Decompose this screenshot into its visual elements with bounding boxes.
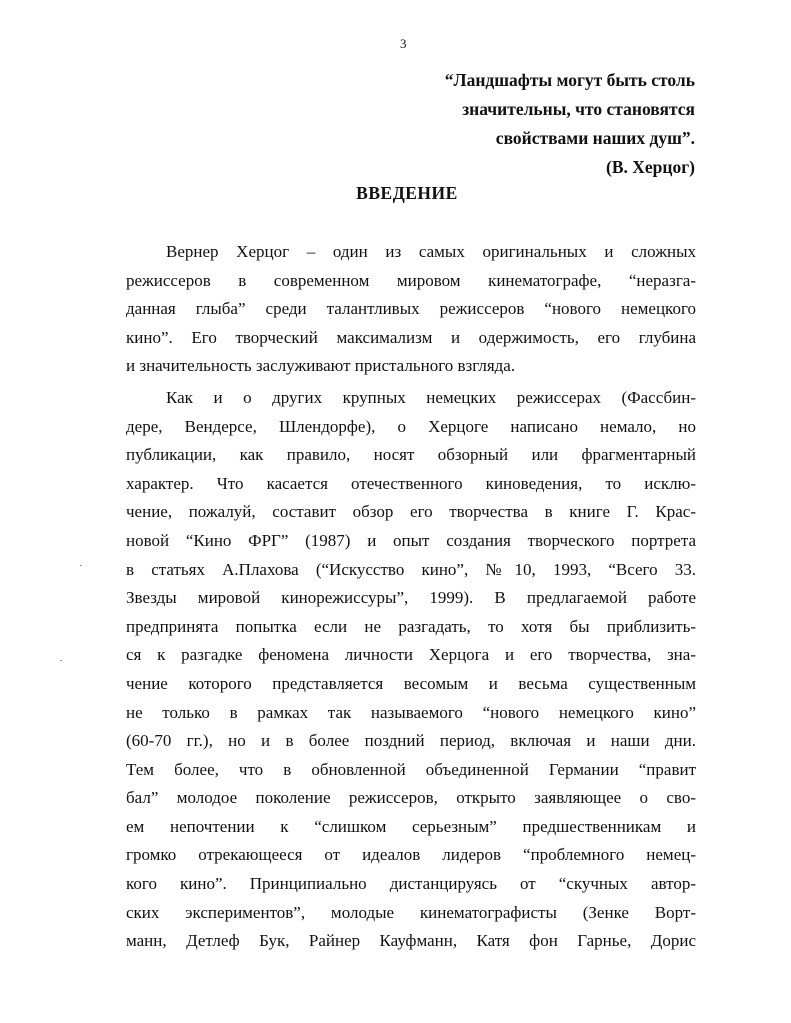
text-line: кино”. Его творческий максимализм и одержимость, его глубина bbox=[126, 327, 696, 347]
text-line: чение которого представляется весомым и весьма существенным bbox=[126, 673, 696, 693]
scan-speck bbox=[60, 660, 62, 661]
text-line: ся к разгадке феномена личности Херцога и его творчества, зна- bbox=[126, 645, 696, 665]
text-line: ем непочтении к “слишком серьезным” предшественникам и bbox=[126, 816, 696, 836]
text-line: предпринята попытка если не разгадать, то хотя бы приблизить- bbox=[126, 616, 696, 636]
scan-speck bbox=[80, 565, 82, 566]
text-line: бал” молодое поколение режиссеров, открыто заявляющее о сво- bbox=[126, 788, 696, 808]
text-line: манн, Детлеф Бук, Райнер Кауфманн, Катя фон Гарнье, Дорис bbox=[126, 931, 696, 951]
paragraph-1 bbox=[126, 238, 696, 381]
epigraph-line: значительны, что становятся bbox=[462, 99, 695, 119]
epigraph bbox=[215, 66, 695, 182]
text-line: Как и о других крупных немецких режиссерах (Фассбин- bbox=[166, 387, 696, 407]
text-line: в статьях А.Плахова (“Искусство кино”, №10, 1993, “Всего 33. bbox=[126, 559, 696, 579]
text-line: Звезды мировой кинорежиссуры”, 1999). В предлагаемой работе bbox=[126, 588, 696, 608]
text-line: режиссеров в современном мировом кинематографе, “неразга- bbox=[126, 270, 696, 290]
text-line: данная глыба” среди талантливых режиссеров “нового немецкого bbox=[126, 299, 696, 319]
body-text bbox=[126, 238, 696, 956]
text-line: и значительность заслуживают пристального взгляда. bbox=[126, 356, 516, 376]
text-line: Вернер Херцог – один из самых оригинальных и сложных bbox=[166, 242, 696, 261]
text-line: Тем более, что в обновленной объединенной Германии “правит bbox=[126, 759, 696, 779]
text-line: не только в рамках так называемого “нового немецкого кино” bbox=[126, 702, 696, 722]
epigraph-line: “Ландшафты могут быть столь bbox=[444, 70, 695, 90]
text-line: громко отрекающееся от идеалов лидеров “проблемного немец- bbox=[126, 845, 696, 865]
section-heading: ВВЕДЕНИЕ bbox=[356, 183, 458, 203]
text-line: новой “Кино ФРГ” (1987) и опыт создания творческого портрета bbox=[126, 530, 696, 550]
text-line: ских экспериментов”, молодые кинематографисты (Зенке Ворт- bbox=[126, 902, 696, 922]
text-line: чение, пожалуй, составит обзор его творчества в книге Г. Крас- bbox=[126, 502, 696, 522]
paragraph-2 bbox=[126, 384, 696, 956]
text-line: публикации, как правило, носят обзорный или фрагментарный bbox=[126, 445, 696, 465]
text-line: кого кино”. Принципиально дистанцируясь от “скучных автор- bbox=[126, 874, 696, 894]
text-line: характер. Что касается отечественного киноведения, то исклю- bbox=[126, 473, 696, 493]
text-line: (60-70 гг.), но и в более поздний период, включая и наши дни. bbox=[126, 731, 696, 751]
page-number: 3 bbox=[400, 36, 407, 51]
epigraph-line: свойствами наших душ”. bbox=[495, 128, 695, 148]
epigraph-attribution: (В. Херцог) bbox=[606, 157, 695, 177]
text-line: дере, Вендерсе, Шлендорфе), о Херцоге написано немало, но bbox=[126, 416, 696, 436]
